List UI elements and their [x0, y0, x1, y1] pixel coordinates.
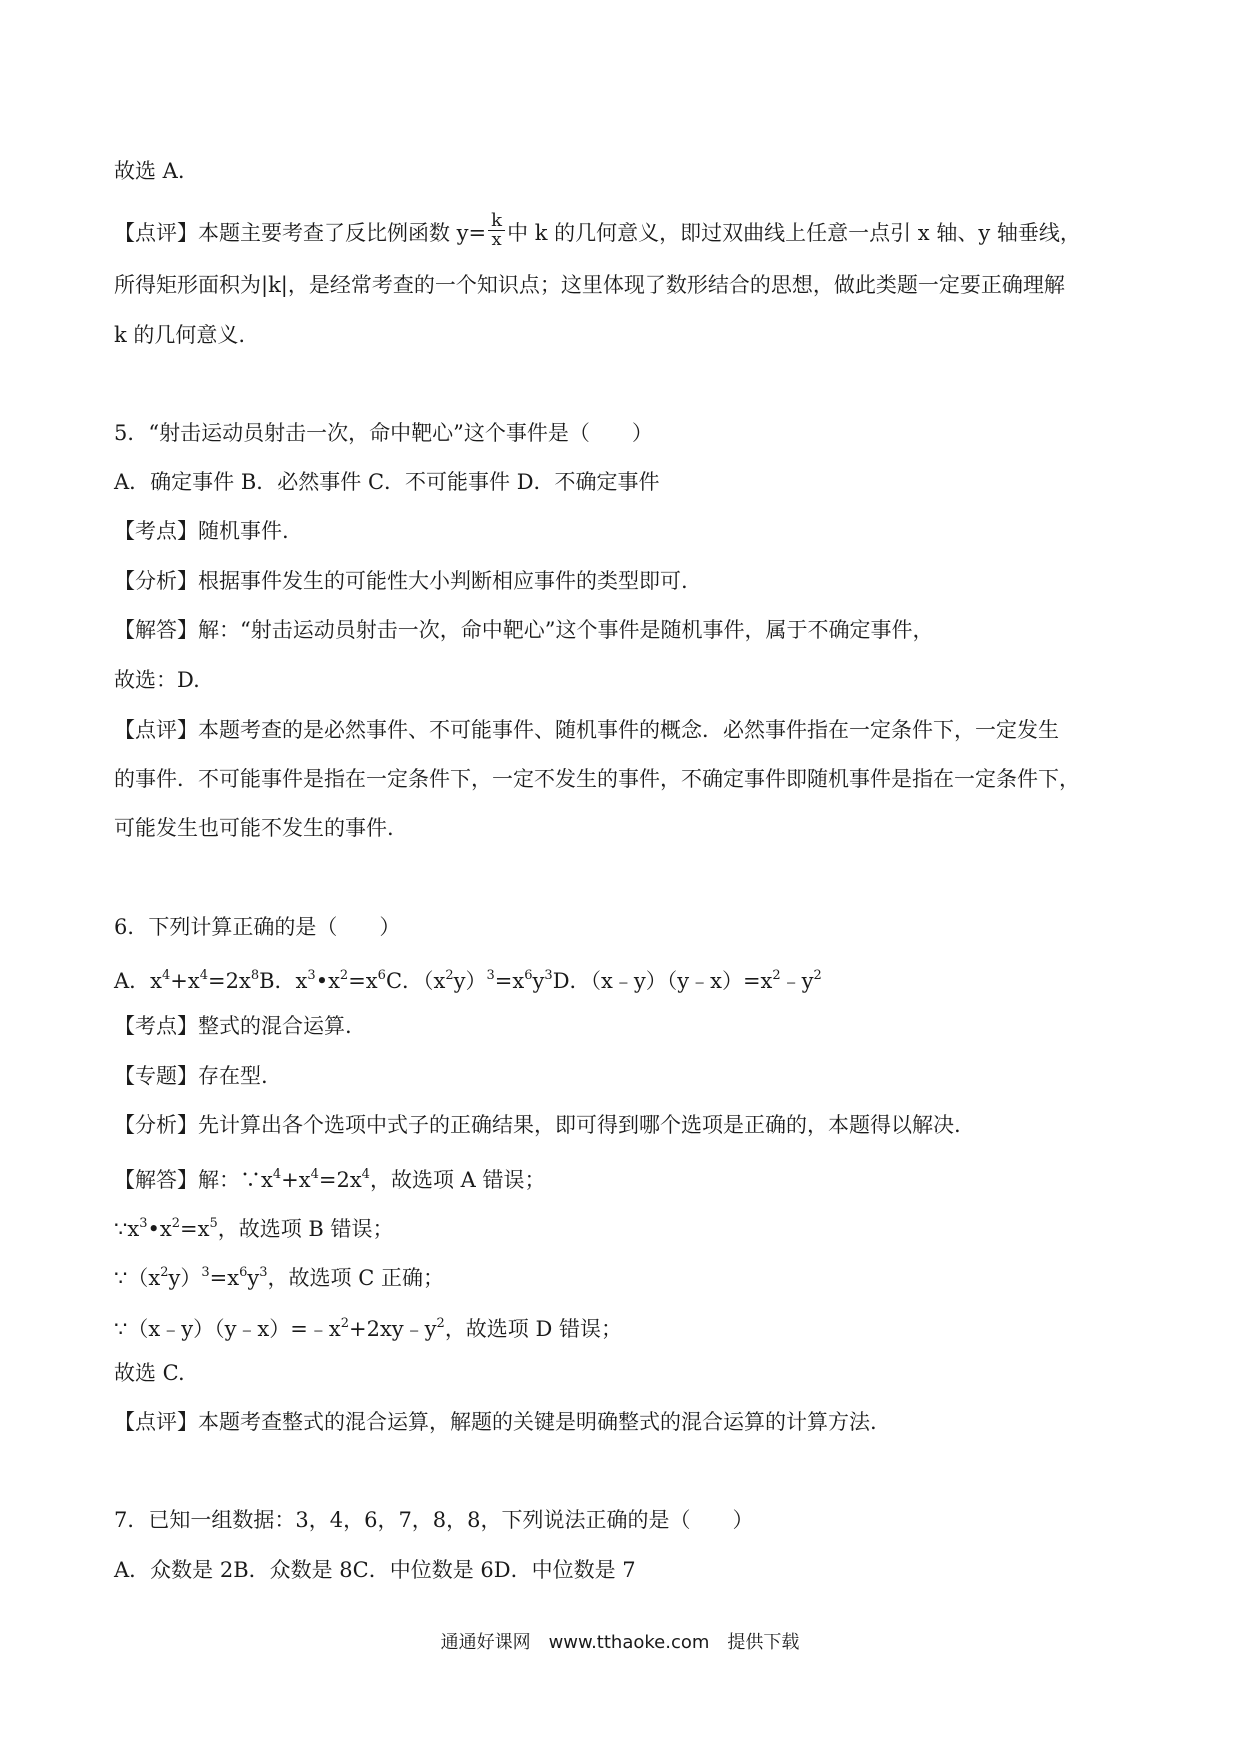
exp: 3: [201, 1265, 210, 1280]
jieda-text: ，故选项 A 错误；: [369, 1168, 546, 1192]
q7-options: A．众数是 2B．众数是 8C．中位数是 6D．中位数是 7: [114, 1558, 636, 1582]
exp: 6: [524, 968, 533, 983]
jieda-text: 【解答】解：∵x: [114, 1168, 273, 1192]
opt-a: A．x: [114, 969, 163, 993]
q4-comment-line3: k 的几何意义.: [114, 323, 246, 347]
exp: 2: [160, 1265, 169, 1280]
exp: 4: [272, 1167, 282, 1182]
exp: 4: [162, 968, 171, 983]
exp: 2: [171, 1216, 181, 1231]
opt-text: ﹣y: [780, 969, 814, 993]
exp: 2: [772, 968, 781, 983]
jieda-text: +2xy﹣y: [349, 1317, 437, 1341]
jieda-text: =2x: [318, 1168, 362, 1192]
q6-fenxi: 【分析】先计算出各个选项中式子的正确结果，即可得到哪个选项是正确的，本题得以解决.: [114, 1113, 961, 1137]
q7-question: 7．已知一组数据：3，4，6，7，8，8，下列说法正确的是（ ）: [114, 1508, 754, 1532]
opt-text: •x: [315, 969, 340, 993]
jieda-text: •x: [147, 1217, 172, 1241]
exp: 6: [377, 968, 386, 983]
opt-text: =x: [494, 969, 525, 993]
jieda-text: y）: [168, 1266, 202, 1290]
exp: 2: [436, 1316, 445, 1331]
jieda-text: ∵（x: [114, 1266, 161, 1290]
q4-comment-prefix: 【点评】本题主要考查了反比例函数 y=: [114, 221, 487, 245]
exp: 3: [544, 968, 553, 983]
jieda-text: =x: [209, 1266, 240, 1290]
opt-text: =x: [348, 969, 378, 993]
opt-text: y: [532, 969, 545, 993]
jieda-text: ，故选项 B 错误；: [217, 1217, 394, 1241]
q6-jieda-line3: [114, 1258, 444, 1293]
q6-jieda-line2: [114, 1209, 394, 1244]
exp: 5: [209, 1216, 218, 1231]
q5-question: 5．“射击运动员射击一次，命中靶心”这个事件是（ ）: [114, 421, 653, 445]
exp: 4: [361, 1167, 370, 1182]
q5-options: A．确定事件 B．必然事件 C．不可能事件 D．不确定事件: [114, 470, 660, 494]
q5-answer: 故选：D.: [114, 668, 200, 692]
exp: 8: [250, 968, 260, 983]
q6-comment: 【点评】本题考查整式的混合运算，解题的关键是明确整式的混合运算的计算方法.: [114, 1410, 877, 1434]
jieda-text: ∵（x﹣y）（y﹣x）=﹣x: [114, 1317, 341, 1341]
q4-comment-suffix: 中 k 的几何意义，即过双曲线上任意一点引 x 轴、y 轴垂线，: [507, 221, 1081, 245]
q4-fraction: [488, 212, 505, 249]
q6-options: [114, 961, 822, 996]
exp: 6: [239, 1265, 248, 1280]
q4-comment-line2: 所得矩形面积为|k|，是经常考查的一个知识点；这里体现了数形结合的思想，做此类题一定要正确理解: [114, 273, 1065, 297]
q5-comment-line2: 的事件．不可能事件是指在一定条件下，一定不发生的事件，不确定事件即随机事件是指在一定条件下，: [114, 767, 1080, 791]
exp: 4: [310, 1167, 319, 1182]
opt-c: C．（x: [385, 969, 446, 993]
q5-kaodian: 【考点】随机事件.: [114, 519, 289, 543]
exp: 2: [340, 1316, 349, 1331]
exp: 3: [486, 968, 495, 983]
q6-kaodian: 【考点】整式的混合运算.: [114, 1014, 352, 1038]
q6-jieda-line1: [114, 1160, 545, 1195]
exp: 4: [199, 968, 209, 983]
fraction-denominator: x: [491, 229, 502, 250]
exp: 3: [259, 1265, 268, 1280]
opt-text: +x: [170, 969, 200, 993]
opt-text: =2x: [208, 969, 251, 993]
page-footer: 通通好课网 www.tthaoke.com 提供下载: [440, 1632, 800, 1653]
jieda-text: +x: [281, 1168, 311, 1192]
q4-answer: 故选 A.: [114, 159, 185, 183]
jieda-text: =x: [180, 1217, 210, 1241]
jieda-text: y: [247, 1266, 260, 1290]
q5-comment-line3: 可能发生也可能不发生的事件.: [114, 816, 394, 840]
jieda-text: ，故选项 C 正确；: [267, 1266, 444, 1290]
exp: 3: [307, 968, 316, 983]
opt-d: D．（x﹣y）（y﹣x）=x: [552, 969, 773, 993]
exp: 2: [813, 968, 822, 983]
exp: 3: [139, 1216, 148, 1231]
fraction-numerator: k: [488, 212, 505, 231]
jieda-text: ，故选项 D 错误；: [444, 1317, 622, 1341]
jieda-text: ∵x: [114, 1217, 140, 1241]
opt-b: B．x: [259, 969, 308, 993]
opt-text: y）: [453, 969, 487, 993]
q4-comment-line1: [114, 210, 1081, 253]
q6-zhuanti: 【专题】存在型.: [114, 1064, 268, 1088]
exp: 2: [339, 968, 349, 983]
exp: 2: [445, 968, 454, 983]
q5-fenxi: 【分析】根据事件发生的可能性大小判断相应事件的类型即可.: [114, 569, 688, 593]
q5-jieda: 【解答】解：“射击运动员射击一次，命中靶心”这个事件是随机事件，属于不确定事件，: [114, 618, 934, 642]
q6-jieda-line4: [114, 1309, 622, 1344]
q6-question: 6．下列计算正确的是（ ）: [114, 915, 401, 939]
q6-answer: 故选 C.: [114, 1361, 185, 1385]
q5-comment-line1: 【点评】本题考查的是必然事件、不可能事件、随机事件的概念．必然事件指在一定条件下，一定发生: [114, 718, 1059, 742]
